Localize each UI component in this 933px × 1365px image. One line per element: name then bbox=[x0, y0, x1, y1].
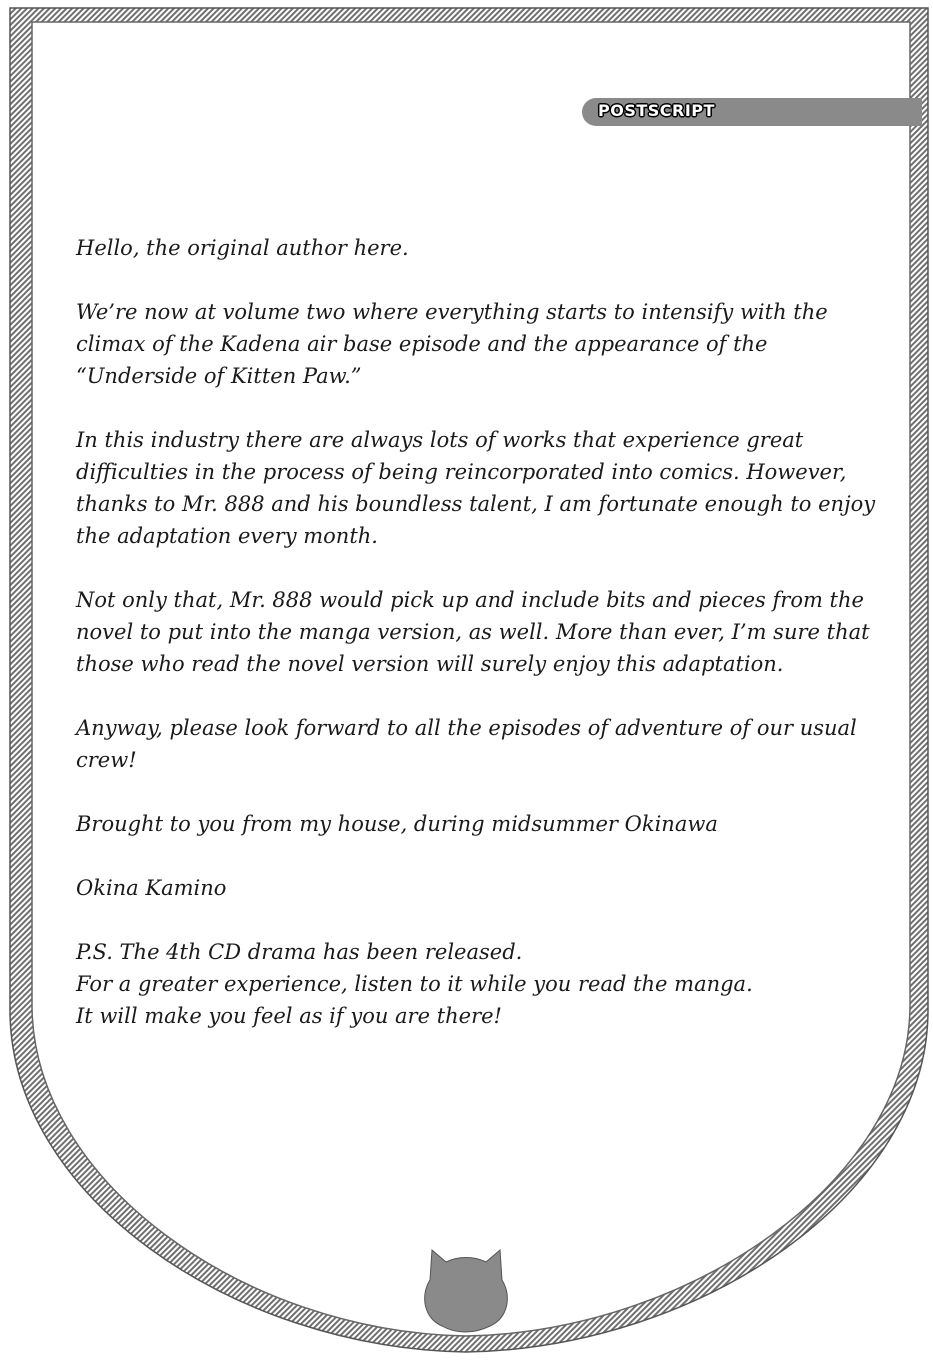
greeting: Hello, the original author here. bbox=[76, 236, 409, 260]
paragraph-novel: Not only that, Mr. 888 would pick up and include bits and pieces from the novel to put into the manga version, as well. More than ever, I’m sure that those who read the novel version will surely enjoy this adaptation. bbox=[76, 588, 870, 676]
signature: Okina Kamino bbox=[76, 876, 227, 900]
postscript-label: POSTSCRIPT bbox=[598, 101, 715, 120]
letter-body bbox=[76, 232, 876, 1064]
postscript-tab bbox=[582, 98, 922, 126]
paragraph-intro: We’re now at volume two where everything starts to intensify with the climax of the Kadena air base episode and the appearance of the “Underside of Kitten Paw.” bbox=[76, 300, 828, 388]
postscript-note bbox=[76, 936, 876, 1032]
ps-line-1: P.S. The 4th CD drama has been released. bbox=[76, 940, 523, 964]
cat-head-icon bbox=[425, 1250, 508, 1332]
paragraph-adaptation: In this industry there are always lots of works that experience great difficulties in the process of being reincorporated into comics. However, thanks to Mr. 888 and his boundless talent, I am fortunate enough to enjoy the adaptation every month. bbox=[76, 428, 876, 548]
closing-line: Brought to you from my house, during midsummer Okinawa bbox=[76, 812, 718, 836]
paragraph-lookforward: Anyway, please look forward to all the episodes of adventure of our usual crew! bbox=[76, 716, 857, 772]
ps-line-3: It will make you feel as if you are there! bbox=[76, 1004, 502, 1028]
ps-line-2: For a greater experience, listen to it while you read the manga. bbox=[76, 972, 753, 996]
